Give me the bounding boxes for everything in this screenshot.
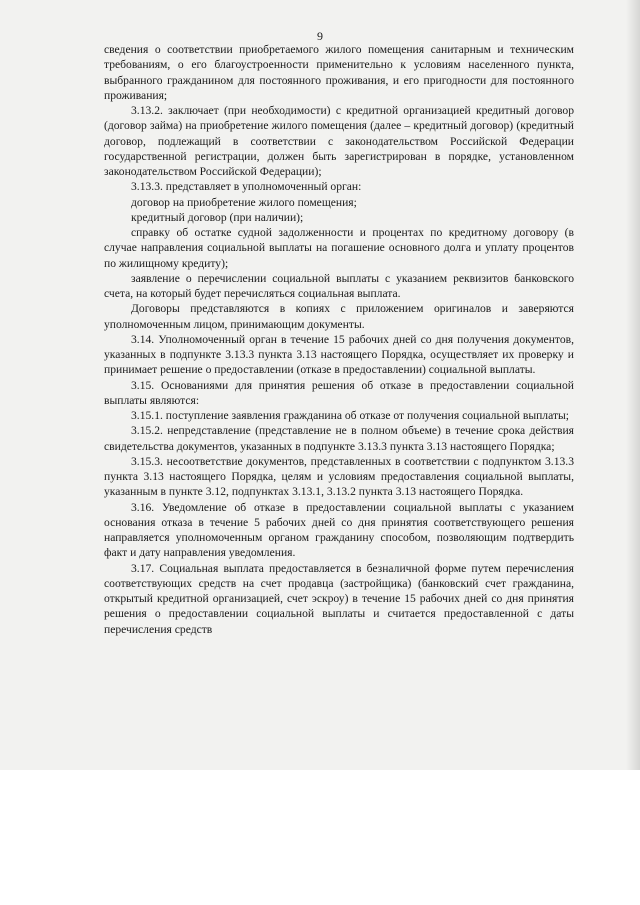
paragraph-continuation: сведения о соответствии приобретаемого жилого помещения санитарным и техническим требованиям, о его благоустроенности применительно к условиям населенного пункта, выбранного гражданином для постоянного проживания, и его пригодности для постоянного проживания;	[104, 43, 574, 102]
list-item-debt-certificate: справку об остатке судной задолженности и процентах по кредитному договору (в случае направления социальной выплаты на погашение основного долга и уплату процентов по жилищному кредиту);	[104, 226, 574, 270]
document-body	[104, 42, 574, 637]
scan-edge-shadow	[626, 0, 640, 770]
paragraph-3-15-3: 3.15.3. несоответствие документов, представленных в соответствии с подпунктом 3.13.3 пункта 3.13 настоящего Порядка, целям и условиям предоставления социальной выплаты, указанным в пункте 3.12, подпунктах 3.13.1, 3.13.2 пункта 3.13 настоящего Порядка.	[104, 454, 574, 499]
paragraph-3-13-3: 3.13.3. представляет в уполномоченный орган:	[131, 180, 362, 194]
paragraph-3-15-1: 3.15.1. поступление заявления гражданина об отказе от получения социальной выплаты;	[131, 409, 570, 422]
page-number: 9	[317, 29, 323, 43]
paragraph-3-16: 3.16. Уведомление об отказе в предоставлении социальной выплаты с указанием основания отказа в течение 5 рабочих дней со дня принятия соответствующего решения направляется уполномоченным органом гражданину способом, позволяющим подтвердить факт и дату направления уведомления.	[104, 500, 574, 560]
list-item-purchase-contract: договор на приобретение жилого помещения;	[131, 195, 357, 209]
blank-area	[0, 770, 640, 905]
list-item-credit-contract: кредитный договор (при наличии);	[131, 210, 304, 224]
paragraph-3-15: 3.15. Основаниями для принятия решения об отказе в предоставлении социальной выплаты являются:	[104, 378, 574, 407]
paragraph-3-14: 3.14. Уполномоченный орган в течение 15 рабочих дней со дня получения документов, указанных в подпункте 3.13.3 пункта 3.13 настоящего Порядка, осуществляет их проверку и принимает решение о предоставлении (отказе в предоставлении) социальной выплаты.	[104, 332, 574, 377]
paragraph-3-13-2: 3.13.2. заключает (при необходимости) с кредитной организацией кредитный договор (договор займа) на приобретение жилого помещения (далее – кредитный договор) (кредитный договор, подлежащий в соответствии с законодательством Российской Федерации государственной регистрации, должен быть зарегистрирован в порядке, установленном законодательством Российской Федерации);	[104, 104, 574, 178]
paragraph-3-15-2: 3.15.2. непредставление (представление не в полном объеме) в течение срока действия свидетельства документов, указанных в подпункте 3.13.3 пункта 3.13 настоящего Порядка;	[104, 424, 574, 453]
paragraph-3-17: 3.17. Социальная выплата предоставляется в безналичной форме путем перечисления соответствующих средств на счет продавца (застройщика) (банковский счет гражданина, открытый кредитной организацией, счет эскроу) в течение 15 рабочих дней со дня принятия решения о предоставлении социальной выплаты и считается предоставленной с даты перечисления средств	[104, 561, 574, 636]
list-item-transfer-application: заявление о перечислении социальной выплаты с указанием реквизитов банковского счета, на который будет перечисляться социальная выплата.	[104, 271, 574, 300]
paragraph-contract-copies: Договоры представляются в копиях с приложением оригиналов и заверяются уполномоченным лицом, принимающим документы.	[104, 302, 574, 331]
